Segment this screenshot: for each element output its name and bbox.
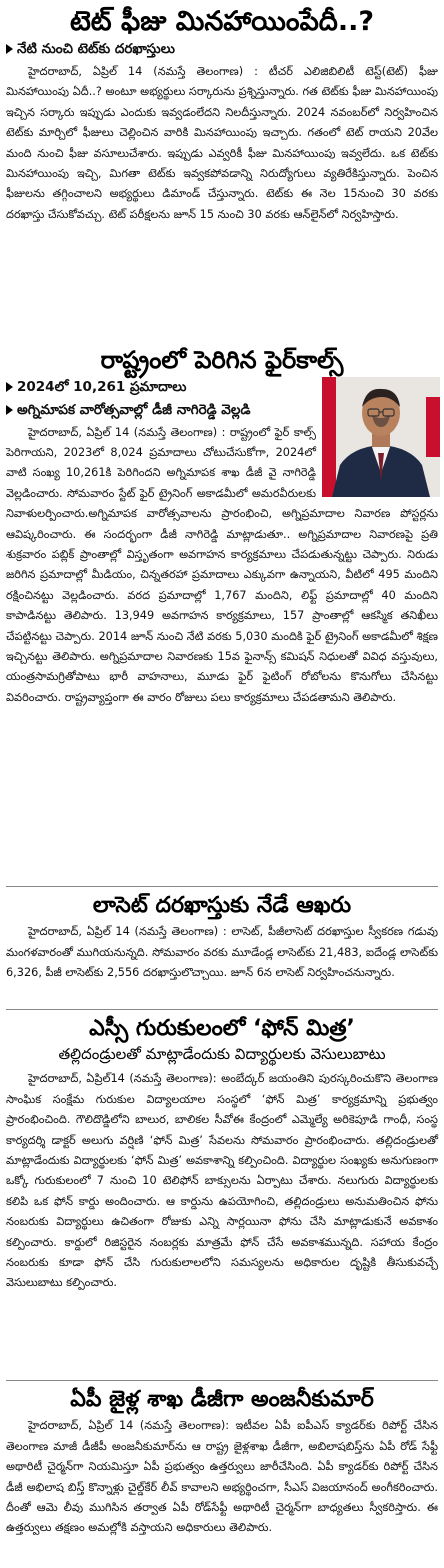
article-body: హైదరాబాద్, ఏప్రిల్ 14 (నమస్తే తెలంగాణ) : లాసెట్, పీజీలాసెట్ దరఖాస్తుల స్వీకరణ గడువు మంగళవారంతో ముగియనున్నది. సోమవారం వరకు మూడేండ్ల లాసెట్‌కు 21,483, ఐదేండ్ల లాసెట్‌కు 6,326, పీజీ లాసెట్‌కు 2,556 దరఖాస్తులొచ్చాయి. జూన్ 6న లాసెట్ నిర్వహించనున్నారు. [6,925,438,980]
headline: రాష్ట్రంలో పెరిగిన ఫైర్‌కాల్స్ [100,346,344,374]
subheading: అగ్నిమాపక వారోత్సవాల్లో డీజీ నాగిరెడ్డి వెల్లడి [6,402,444,421]
subheading: తల్లిదండ్రులతో మాట్లాడేందుకు విద్యార్థులకు వెసులుబాటు [58,1045,386,1064]
article-body: హైదరాబాద్, ఏప్రిల్ 14 (నమస్తే తెలంగాణ) : టీచర్ ఎలిజిబిలిటీ టెస్ట్(టెట్) ఫీజు మినహాయింపు ఏదీ..? అంటూ అభ్యర్థులు సర్కారును ప్రశ్నిస్తున్నారు. గత టెట్‌కు ఫీజు మినహాయింపు ఇచ్చిన సర్కారు ఇప్పుడు ఎందుకు ఇవ్వడంలేదని నిలదీస్తున్నారు. 2024 నవంబర్‌లో నిర్వహించిన టెట్‌కు మార్చిలో ఫీజులు చెల్లించిన వారికి మినహాయింపు ఇచ్చారు. గతంలో టెట్ రాయని 20వేల మంది నుంచి ఫీజు వసూలుచేశారు. ఇప్పుడు ఎవ్వరికీ ఫీజు మినహాయింపు ఇవ్వలేదు. ఒక టెట్‌కు మినహాయింపు ఇచ్చి, మిగతా టెట్‌కు ఇవ్వకపోవడాన్ని నిరుద్యోగులు వ్యతిరేకిస్తున్నారు. పెంచిన ఫీజులను తగ్గించాలని అభ్యర్థులు డిమాండ్ చేస్తున్నారు. టెట్‌కు ఈ నెల 15నుంచి 30 వరకు దరఖాస్తు చేసుకోవచ్చు. టెట్ పరీక్షలను జూన్ 15 నుంచి 30 వరకు ఆన్‌లైన్‌లో నిర్వహిస్తారు. [6,65,438,221]
article-body: హైదరాబాద్, ఏప్రిల్ 14 (నమస్తే తెలంగాణ) : రాష్ట్రంలో ఫైర్ కాల్స్ పెరిగాయని, 2023లో 8,024 ప్రమాదాలు చోటుచేసుకోగా, 2024లో వాటి సంఖ్య 10,261కి పెరిగిందని అగ్నిమాపక శాఖ డీజీ వై నాగిరెడ్డి వెల్లడించారు. సోమవారం స్టేట్ ఫైర్ ట్రైనింగ్ అకాడమీలో అమరవీరులకు నివాళులర్పించారు.అగ్నిమాపక వారోత్సవాలను ప్రారంభించి, అగ్నిప్రమాదాల నివారణ పోస్టర్లను ఆవిష్కరించారు. ఈ సందర్భంగా డీజీ నాగిరెడ్డి మాట్లాడుతూ.. అగ్నిప్రమాదాల నివారణపై ప్రతి శుక్రవారం పబ్లిక్ ప్రాంతాల్లో విస్తృతంగా అవగాహన కార్యక్రమాలు చేపడుతున్నట్టు చెప్పారు. నిరుడు జరిగిన ప్రమాదాల్లో మీడియం, చిన్నతరహా ప్రమాదాలు ఎక్కువగా ఉన్నాయని, వీటిలో 495 మందిని రక్షించినట్టు వెల్లడించారు. వరద ప్రమాదాల్లో 1,767 మందిని, లిఫ్ట్ ప్రమాదాల్లో 40 మందిని కాపాడినట్టు తెలిపారు. 13,949 అవగాహన కార్యక్రమాలు, 157 ప్రాంతాల్లో ఆకస్మిక తనిఖీలు చేపట్టినట్టు చెప్పారు. 2014 జూన్ నుంచి నేటి వరకు 5,030 మందికి ఫైర్ ట్రైనింగ్ అకాడమీలో శిక్షణ ఇచ్చినట్టు తెలిపారు. అగ్నిప్రమాదాల నివారణకు 15వ ఫైనాన్స్ కమిషన్ నిధులతో వివిధ వస్తువులు, యంత్రసామగ్రితోపాటు భారీ వాహనాలు, మూడు ఫైర్ ఫైటింగ్ రోబోలను కొనుగోలు చేసినట్టు వివరించారు. రాష్ట్రవ్యాప్తంగా ఈ వారం రోజులు పలు కార్యక్రమాలు చేపడతామని తెలిపారు. [6,425,438,704]
dg-portrait-photo [322,377,440,497]
article-body: హైదరాబాద్, ఏప్రిల్ 14 (నమస్తే తెలంగాణ): ఇటీవల ఏపీ ఐపీఎస్ క్యాడర్‌కు రిపోర్ట్ చేసిన తెలంగాణ మాజీ డీజీపీ అంజనీకుమార్‌ను ఆ రాష్ట్ర జైళ్లశాఖ డీజీగా, అబిలాషబిస్త్‌ను ఏపీ రోడ్ సేఫ్టీ అథారిటీ చైర్మన్‌గా నియమిస్తూ ఏపీ ప్రభుత్వం ఉత్తర్వులు జారీచేసింది. ఏపీ క్యాడర్‌కు రిపోర్ట్ చేసిన డీజీ అభిలాష బిస్త్ కొన్నాళ్లు చైల్డ్‌కేర్ లీవ్ కావాలని అభ్యర్థించగా, సీఎస్ విజయానంద్ అంగీకరించారు. దీంతో ఆమె లీవు ముగిసిన తర్వాత ఏపీ రోడ్‌సేఫ్టీ అథారిటీ చైర్మన్‌గా బాధ్యతలు స్వీకరిస్తారు. ఈ ఉత్తర్వులు తక్షణం అమల్లోకి వస్తాయని అధికారులు తెలిపారు. [6,1419,438,1535]
subheading: 2024లో 10,261 ప్రమాదాలు [6,379,444,398]
article-fire-calls [0,341,444,884]
article-body: హైదరాబాద్, ఏప్రిల్14 (నమస్తే తెలంగాణ): అంబేద్కర్ జయంతిని పురస్కరించుకొని తెలంగాణ సాంఘిక సంక్షేమ గురుకుల విద్యాలయాల సంస్థలో ‘ఫోన్ మిత్ర’ కార్యక్రమాన్ని ప్రభుత్వం ప్రారంభించింది. గౌలిదొడ్డిలోని బాలుర, బాలికల సీవోఈ కేంద్రంలో ఎమ్మెల్యే అరికెపూడి గాంధీ, సంస్థ కార్యదర్శి డాక్టర్ అలుగు వర్షిణి ‘ఫోన్ మిత్ర’ సేవలను సోమవారం ప్రారంభించారు. తల్లిదండ్రులతో మాట్లాడేందుకు విద్యార్థులకు ‘ఫోన్ మిత్ర’ అవకాశాన్ని కల్పించింది. విద్యార్థుల సంఖ్యకు అనుగుణంగా ఒక్కో గురుకులంలో 7 నుంచి 10 టెలిఫోన్ బాక్సులను ఏర్పాటు చేశారు. నలుగురు విద్యార్థులకు కలిపి ఒక ఫోన్ కార్డు అందించారు. ఆ కార్డును ఉపయోగించి, తల్లిదండ్రులు అనుమతించిన ఫోను నంబరుకు విద్యార్థులు ఉచితంగా రోజుకు ఎన్ని సార్లయినా ఫోను చేసి మాట్లాడుకునే అవకాశం కల్పించారు. కార్డులో రిజిస్టరైన నంబర్లకు మాత్రమే ఫోన్ చేసే అవకాశమున్నది. సహాయ కేంద్రం నంబరుకు కూడా ఫోన్ చేసి గురుకులాలలోని సమస్యలను అధికారుల దృష్టికి తీసుకువచ్చే వెసులుబాటు కల్పించారు. [6,1072,438,1290]
article-lawcet [0,887,444,1007]
article-tet-fee [0,0,444,341]
article-phone-mitra [0,1010,444,1378]
triangle-bullet-icon [6,44,13,54]
headline: ఎస్సీ గురుకులంలో ‘ఫోన్ మిత్ర’ [89,1016,355,1041]
triangle-bullet-icon [6,405,13,415]
article-ap-prisons-dg [0,1381,444,1568]
triangle-bullet-icon [6,382,13,392]
headline: ఏపీ జైళ్ల శాఖ డీజీగా అంజనీకుమార్ [70,1387,374,1412]
headline: లాసెట్ దరఖాస్తుకు నేడే ఆఖరు [92,893,352,918]
subheading: నేటి నుంచి టెట్‌కు దరఖాస్తులు [6,41,444,60]
headline: టెట్ ఫీజు మినహాయింపేదీ..? [69,6,375,37]
